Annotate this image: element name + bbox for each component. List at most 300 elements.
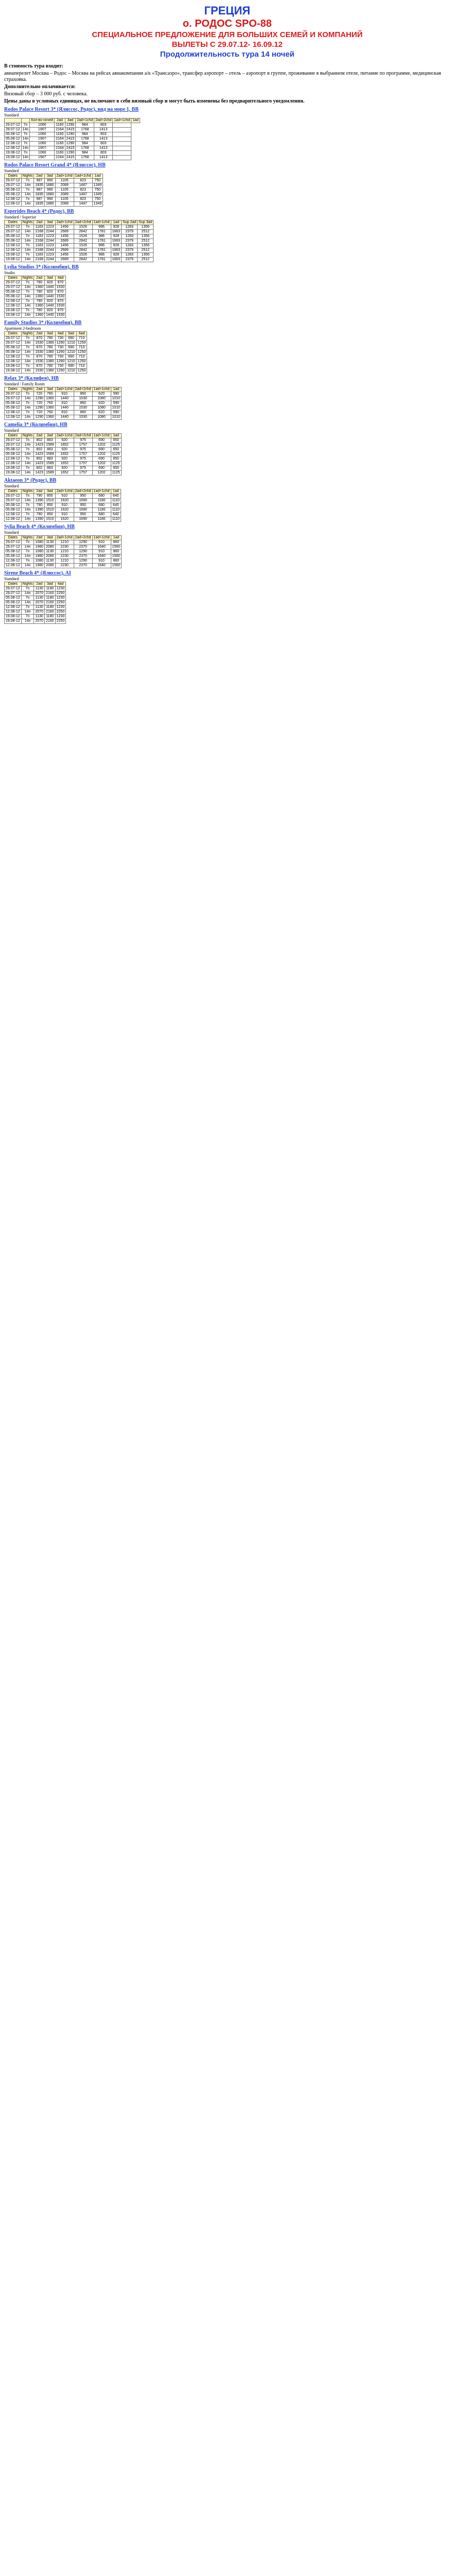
price-cell: 640 [111, 494, 121, 499]
date-cell: 29.07-12 [5, 285, 22, 290]
price-cell: 590 [111, 401, 122, 406]
date-cell: 12.08-12 [5, 244, 22, 248]
price-cell: 7n [21, 466, 34, 471]
price-cell: 1183 [34, 253, 45, 258]
price-cell: 710 [76, 336, 87, 341]
date-cell: 19.08-12 [5, 258, 22, 262]
price-cell: 870 [55, 299, 66, 304]
hotel-title[interactable]: Lydia Studios 3* (Колимбия), BB [4, 264, 79, 270]
price-cell: 14n [21, 471, 34, 476]
intro [4, 63, 450, 105]
price-cell: 990 [45, 188, 56, 193]
price-cell: 1880 [45, 193, 56, 197]
date-cell: 05.08-12 [5, 550, 22, 554]
island-title: о. РОДОС SPO-88 [182, 18, 272, 29]
header-cell: 2ad+1chd [55, 387, 74, 392]
price-cell: 2250 [55, 610, 66, 615]
table-row [5, 503, 121, 508]
header-cell: 2ad+1chd [55, 489, 74, 494]
room-type: Studio [4, 270, 15, 275]
price-cell: 1160 [55, 142, 65, 146]
price-cell: 720 [34, 401, 45, 406]
date-cell: 12.08-12 [5, 355, 22, 360]
price-cell: 690 [66, 355, 77, 360]
price-cell: 2512 [138, 248, 154, 253]
price-cell: 1768 [76, 146, 94, 151]
price-cell: 990 [45, 197, 56, 202]
header-cell: 2ad [34, 489, 45, 494]
price-cell: 1781 [92, 230, 111, 234]
price-cell: 2250 [55, 619, 66, 624]
hotel-title[interactable]: Camelia 3* (Колимбия), HB [4, 422, 68, 428]
date-cell: 05.08-12 [5, 239, 22, 244]
room-type: Standard [4, 428, 19, 433]
hotel-title[interactable]: Sylia Beach 4* (Колимбия), HB [4, 524, 75, 530]
price-cell: 2370 [74, 564, 92, 568]
table-row [5, 179, 103, 183]
price-cell: 850 [45, 503, 56, 508]
price-cell: 1640 [92, 564, 111, 568]
price-cell: 1757 [74, 462, 92, 466]
header-cell: 2ad+2chd [94, 118, 113, 123]
price-cell: 1980 [34, 554, 45, 559]
price-cell: 690 [66, 364, 77, 369]
price-cell: 987 [34, 188, 45, 193]
price-cell: 7n [21, 596, 34, 601]
price-cell [113, 137, 131, 142]
price-cell: 7n [21, 605, 34, 610]
price-cell: 1290 [55, 369, 66, 374]
header [4, 4, 450, 59]
price-cell: 1487 [74, 193, 92, 197]
header-cell: 2ad+1chd [55, 536, 74, 540]
price-cell: 1010 [111, 406, 122, 411]
price-cell: 1781 [92, 239, 111, 244]
date-cell: 29.07-12 [5, 281, 22, 285]
price-cell: 1360 [34, 304, 45, 309]
price-cell: 7n [21, 364, 34, 369]
price-cell: 590 [111, 411, 122, 415]
flights-title: ВЫЛЕТЫ С 29.07.12- 16.09.12 [172, 40, 283, 49]
price-table-header [5, 221, 154, 225]
price-cell: 883 [45, 448, 56, 452]
date-cell: 29.07-12 [5, 545, 22, 550]
price-cell: 1283 [122, 234, 138, 239]
price-cell: 1349 [92, 193, 103, 197]
price-cell: 1060 [30, 123, 55, 128]
price-cell: 1125 [111, 471, 121, 476]
table-row [5, 151, 140, 156]
table-row [5, 364, 87, 369]
price-cell: 680 [92, 494, 111, 499]
table-row [5, 471, 122, 476]
price-cell: 870 [34, 364, 45, 369]
price-cell: 860 [74, 411, 92, 415]
price-cell: 1160 [55, 123, 65, 128]
header-cell: 4ad [55, 582, 66, 587]
price-table-header [5, 387, 122, 392]
price-cell: 2164 [55, 128, 65, 132]
price-cell: 1907 [30, 128, 55, 132]
price-cell: 1907 [30, 146, 55, 151]
price-cell: 7n [21, 179, 34, 183]
price-table-header [5, 582, 66, 587]
price-cell: 730 [55, 364, 66, 369]
table-row [5, 197, 103, 202]
price-cell: 1230 [55, 587, 66, 591]
header-cell: 3ad [45, 387, 56, 392]
price-cell: 7n [21, 392, 34, 397]
price-cell: 975 [74, 466, 92, 471]
header-cell: 1ad+1chd [74, 174, 92, 179]
price-cell: 883 [45, 466, 56, 471]
table-row [5, 564, 122, 568]
price-cell: 790 [34, 503, 45, 508]
price-cell: 14n [21, 545, 34, 550]
price-cell: 14n [21, 406, 34, 411]
date-cell: 05.08-12 [5, 601, 22, 605]
table-row [5, 290, 66, 295]
table-row [5, 438, 122, 443]
table-row [5, 554, 122, 559]
price-cell: 1010 [111, 397, 122, 401]
table-row [5, 258, 154, 262]
date-cell: 29.07-12 [5, 230, 22, 234]
price-cell: 7n [21, 197, 34, 202]
table-row [5, 499, 121, 503]
hotel-title[interactable]: Aktaeon 3* (Родос), BB [4, 478, 57, 483]
hotel-title[interactable]: Rodos Palace Resort Grand 4* (Ялиссос), HB [4, 162, 106, 168]
page [4, 4, 450, 624]
price-cell: 1526 [74, 244, 92, 248]
price-cell: 910 [92, 540, 111, 545]
price-cell: 2415 [65, 137, 76, 142]
price-cell: 7n [21, 151, 30, 156]
price-cell: 14n [21, 248, 34, 253]
price-cell: 780 [34, 299, 45, 304]
price-cell: 1105 [55, 179, 74, 183]
price-table-header [5, 434, 122, 438]
price-cell: 14n [21, 230, 34, 234]
header-cell: Dates [5, 536, 22, 540]
price-cell: 2168 [34, 248, 45, 253]
table-row [5, 415, 122, 420]
date-cell: 19.08-12 [5, 151, 22, 156]
price-cell: 14n [21, 610, 34, 615]
price-cell: 1390 [34, 499, 45, 503]
date-cell: 19.08-12 [5, 156, 22, 160]
price-cell: 1456 [55, 253, 74, 258]
price-cell: 760 [45, 401, 56, 406]
table-row [5, 517, 121, 522]
table-row [5, 230, 154, 234]
price-cell: 2379 [122, 230, 138, 234]
header-cell: Dates [5, 582, 22, 587]
hotel-title[interactable]: Relax 3* (Калифея), HB [4, 376, 59, 381]
price-cell: 14n [21, 415, 34, 420]
header-cell: 2ad+1chd [55, 434, 74, 438]
table-row [5, 587, 66, 591]
header-cell: 2ad [34, 536, 45, 540]
table-row [5, 142, 140, 146]
price-cell: 7n [21, 188, 34, 193]
price-cell: 1183 [34, 225, 45, 230]
price-cell: 1290 [74, 540, 92, 545]
price-cell: 2512 [138, 230, 154, 234]
price-cell: 14n [21, 397, 34, 401]
header-cell: 2ad+1chd [76, 118, 94, 123]
price-cell: 1202 [92, 443, 111, 448]
table-row [5, 341, 87, 346]
price-cell: 1180 [45, 587, 56, 591]
price-cell: 1180 [45, 596, 56, 601]
price-cell: 984 [76, 151, 94, 156]
price-cell: 860 [111, 550, 122, 554]
table-row [5, 466, 122, 471]
table-row [5, 355, 87, 360]
price-cell: 950 [74, 513, 92, 517]
price-cell: 984 [76, 132, 94, 137]
price-cell: 803 [94, 132, 113, 137]
header-cell: Nights [21, 332, 34, 336]
header-cell: Nights [21, 276, 34, 281]
price-cell: 680 [92, 513, 111, 517]
price-cell: 1130 [45, 550, 56, 554]
price-cell: 1980 [34, 564, 45, 568]
price-cell: 2842 [74, 239, 92, 244]
price-cell: 1835 [34, 202, 45, 207]
table-row [5, 309, 66, 313]
date-cell: 19.08-12 [5, 466, 22, 471]
price-cell: 1880 [45, 202, 56, 207]
price-cell: 1060 [30, 132, 55, 137]
price-cell: 1589 [45, 452, 56, 457]
header-cell: 1ad+1chd [92, 536, 111, 540]
date-cell: 12.08-12 [5, 513, 22, 517]
price-cell: 14n [21, 452, 34, 457]
price-cell: 790 [34, 513, 45, 517]
price-cell: 720 [34, 411, 45, 415]
price-cell: 750 [92, 197, 103, 202]
price-cell: 1510 [45, 517, 56, 522]
price-cell: 2379 [122, 248, 138, 253]
price-cell: 650 [111, 457, 121, 462]
date-cell: 29.07-12 [5, 392, 22, 397]
header-cell: 6ad [76, 332, 87, 336]
price-cell: 2244 [45, 230, 56, 234]
price-cell: 920 [55, 448, 74, 452]
price-cell: 2230 [55, 554, 74, 559]
price-cell: 1835 [34, 183, 45, 188]
table-row [5, 601, 66, 605]
header-cell: Dates [5, 276, 22, 281]
price-cell: 1356 [138, 234, 154, 239]
hotel-title[interactable]: Sirene Beach 4* (Ялиссос), AI [4, 570, 71, 576]
header-cell: Nights [21, 387, 34, 392]
price-cell: 1530 [55, 304, 66, 309]
header-cell: 3ad [45, 276, 56, 281]
date-cell: 29.07-12 [5, 443, 22, 448]
date-cell: 05.08-12 [5, 401, 22, 406]
price-cell: 1210 [66, 360, 77, 364]
table-row [5, 350, 87, 355]
price-cell: 1223 [45, 244, 56, 248]
header-cell: 2ad [34, 276, 45, 281]
room-type: Standard [4, 484, 19, 488]
price-cell: 1130 [45, 559, 56, 564]
date-cell: 29.07-12 [5, 225, 22, 230]
price-cell [113, 142, 131, 146]
price-cell: 1390 [34, 508, 45, 513]
price-cell: 1456 [55, 244, 74, 248]
room-type: Standard [4, 113, 19, 117]
price-cell: 780 [34, 309, 45, 313]
date-cell: 12.08-12 [5, 457, 22, 462]
price-cell: 920 [55, 457, 74, 462]
price-cell: 1290 [34, 397, 45, 401]
price-cell: 1652 [55, 452, 74, 457]
price-cell: 14n [21, 295, 34, 299]
price-cell: 823 [74, 188, 92, 193]
hotel-title[interactable]: Rodos Palace Resort 3* (Ялиссос, Родос), вид на море 1, ВВ [4, 107, 139, 112]
price-cell: 7n [21, 225, 34, 230]
header-cell: 1ad [111, 387, 122, 392]
date-cell: 12.08-12 [5, 605, 22, 610]
header-cell: 1ad [111, 489, 121, 494]
price-cell: 7n [21, 494, 34, 499]
price-cell: 803 [94, 151, 113, 156]
table-row [5, 610, 66, 615]
price-cell: 14n [21, 128, 30, 132]
price-cell: 1360 [45, 406, 56, 411]
table-row [5, 360, 87, 364]
price-cell: 870 [34, 336, 45, 341]
table-row [5, 295, 66, 299]
price-cell: 14n [21, 443, 34, 448]
price-cell: 1530 [34, 341, 45, 346]
price-cell: 920 [55, 438, 74, 443]
price-cell: 1130 [34, 615, 45, 619]
price-cell: 1530 [55, 295, 66, 299]
price-cell: 14n [21, 499, 34, 503]
price-cell [113, 151, 131, 156]
price-cell: 860 [74, 392, 92, 397]
price-cell: 730 [55, 355, 66, 360]
price-cell: 910 [55, 513, 74, 517]
date-cell: 05.08-12 [5, 132, 22, 137]
price-cell: 1250 [76, 360, 87, 364]
price-cell: 1440 [45, 295, 56, 299]
header-cell: Nights [21, 434, 34, 438]
price-cell: 1757 [74, 471, 92, 476]
price-cell: 1390 [34, 517, 45, 522]
price-cell: 870 [34, 346, 45, 350]
price-cell: 1202 [92, 452, 111, 457]
price-table-header [5, 489, 121, 494]
table-row [5, 188, 103, 193]
price-cell: 1526 [74, 225, 92, 230]
table-row [5, 239, 154, 244]
price-cell: 2689 [55, 248, 74, 253]
intro-price-note: Цены даны в условных единицах, не включают в себя визовый сбор и могут быть изменены без предварительного уведомления. [4, 98, 305, 104]
price-cell: 870 [55, 281, 66, 285]
date-cell: 29.07-12 [5, 183, 22, 188]
table-row [5, 225, 154, 230]
date-cell: 19.08-12 [5, 313, 22, 318]
price-cell: 14n [21, 202, 34, 207]
date-cell: 05.08-12 [5, 452, 22, 457]
hotel-title[interactable]: Family Studios 3* (Колимбия), BB [4, 320, 82, 326]
date-cell: 05.08-12 [5, 350, 22, 355]
price-cell: 14n [21, 517, 34, 522]
price-cell: 1757 [74, 443, 92, 448]
price-cell: 820 [45, 281, 56, 285]
price-cell: 780 [34, 281, 45, 285]
header-cell: 1ad+1chd [92, 434, 111, 438]
hotel-title[interactable]: Esperides Beach 4* (Родос), BB [4, 209, 74, 214]
date-cell: 29.07-12 [5, 591, 22, 596]
price-cell: 883 [45, 438, 56, 443]
price-cell: 710 [76, 364, 87, 369]
price-cell: 1640 [92, 545, 111, 550]
price-cell: 1223 [45, 253, 56, 258]
price-cell: 780 [45, 355, 56, 360]
price-cell: 1210 [66, 369, 77, 374]
price-cell: 1080 [34, 540, 45, 545]
price-cell: 802 [34, 448, 45, 452]
header-cell: 2ad+2chd [74, 434, 92, 438]
price-cell [113, 146, 131, 151]
price-cell: 1080 [92, 406, 111, 411]
price-table [4, 433, 122, 476]
price-cell: 650 [111, 438, 121, 443]
price-cell: 950 [74, 503, 92, 508]
table-row [5, 299, 66, 304]
price-cell: 1589 [45, 471, 56, 476]
price-cell: 7n [21, 411, 34, 415]
date-cell: 05.08-12 [5, 596, 22, 601]
price-cell: 1105 [55, 197, 74, 202]
price-cell: 883 [45, 457, 56, 462]
price-cell: 823 [74, 197, 92, 202]
price-cell: 7n [21, 253, 34, 258]
price-cell: 1526 [74, 253, 92, 258]
price-cell: 14n [21, 239, 34, 244]
header-cell: 2ad [34, 582, 45, 587]
header-cell: 2ad [34, 174, 45, 179]
price-cell: 1440 [45, 313, 56, 318]
price-cell: 1781 [92, 248, 111, 253]
price-cell: 2370 [74, 545, 92, 550]
price-cell: 750 [92, 179, 103, 183]
intro-visa-fee: Визовый сбор – 3 000 руб. с человека. [4, 91, 88, 97]
date-cell: 05.08-12 [5, 137, 22, 142]
price-cell: 986 [92, 225, 111, 230]
price-cell: 928 [111, 253, 122, 258]
price-cell: 2164 [55, 146, 65, 151]
header-cell: 3ad [65, 118, 76, 123]
price-cell: 1356 [138, 244, 154, 248]
price-cell: 1380 [45, 341, 56, 346]
price-cell: 1080 [34, 550, 45, 554]
price-cell: 680 [92, 503, 111, 508]
date-cell: 12.08-12 [5, 517, 22, 522]
price-cell: 987 [34, 179, 45, 183]
price-cell: 7n [21, 448, 34, 452]
price-cell: 1060 [30, 142, 55, 146]
price-cell: 620 [92, 392, 111, 397]
price-cell: 7n [21, 513, 34, 517]
